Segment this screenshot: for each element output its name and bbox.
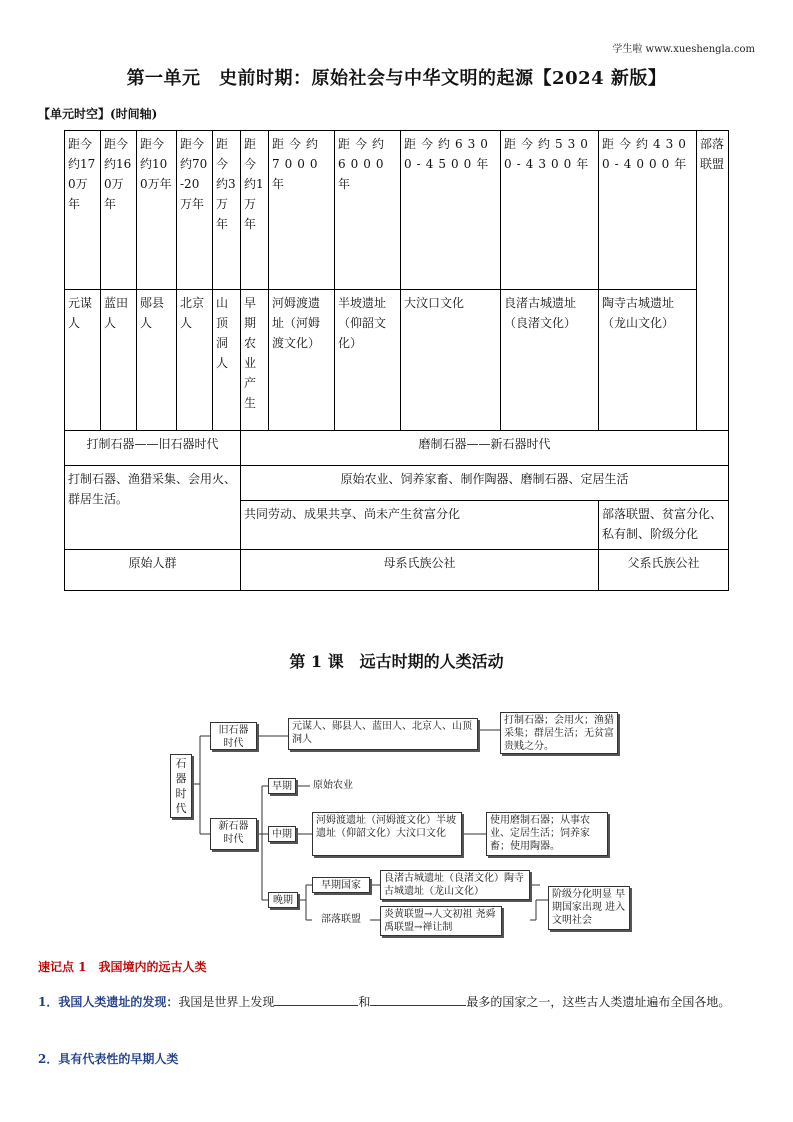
- question-1-and: 和: [358, 995, 371, 1009]
- time-cell: 距今约100万年: [137, 131, 177, 290]
- root-node: 石器时代: [170, 754, 192, 818]
- late-state-node: 早期国家: [312, 877, 370, 893]
- stage-3-cell: 父系氏族公社: [599, 550, 729, 591]
- page-title: 第一单元 史前时期：原始社会与中华文明的起源【2024 新版】: [126, 68, 667, 89]
- answer-blank[interactable]: [370, 993, 466, 1006]
- old-stone-node: 旧石器时代: [210, 722, 257, 750]
- stage-2-cell: 母系氏族公社: [241, 550, 599, 591]
- time-cell: 距今约6300-4500年: [401, 131, 501, 290]
- site-cell: 元谋人: [65, 290, 101, 431]
- time-cell: 距今约1万年: [241, 131, 269, 290]
- question-1-text-a: 我国是世界上发现: [178, 995, 275, 1009]
- question-1: [38, 988, 756, 1016]
- time-cell: 距今约5300-4300年: [501, 131, 599, 290]
- site-cell: 北京人: [177, 290, 213, 431]
- time-cell: 距今约7000年: [269, 131, 335, 290]
- tools-row: [65, 431, 729, 466]
- old-features-node: 打制石器；会用火；渔猎采集；群居生活；无贫富贵贱之分。: [500, 712, 618, 754]
- question-1-text-b: 最多的国家之一，这些古人类遗址遍布全国各地。: [466, 995, 731, 1009]
- life-row: [65, 466, 729, 501]
- society-late-cell: 部落联盟、贫富分化、私有制、阶级分化: [599, 501, 729, 550]
- late-alliance-node: 部落联盟: [321, 914, 361, 925]
- section-label: 【单元时空】(时间轴): [38, 107, 158, 121]
- life-new-cell: 原始农业、饲养家畜、制作陶器、磨制石器、定居生活: [241, 466, 729, 501]
- new-stone-node: 新石器时代: [210, 818, 257, 850]
- timeline-table: [64, 130, 729, 591]
- concept-diagram: [160, 710, 640, 950]
- tools-old-cell: 打制石器——旧石器时代: [65, 431, 241, 466]
- site-cell: 蓝田人: [101, 290, 137, 431]
- middle-items-node: 河姆渡遗址（河姆渡文化）半坡遗址（仰韶文化）大汶口文化: [312, 812, 462, 856]
- late-features-node: 阶级分化明显 早期国家出现 进入文明社会: [548, 886, 630, 930]
- stage-1-cell: 原始人群: [65, 550, 241, 591]
- answer-blank[interactable]: [274, 993, 358, 1006]
- site-cell: 河姆渡遗址（河姆渡文化）: [269, 290, 335, 431]
- site-watermark: 学生啦 www.xueshengla.com: [612, 44, 755, 55]
- stage-row: [65, 550, 729, 591]
- society-mid-cell: 共同劳动、成果共享、尚未产生贫富分化: [241, 501, 599, 550]
- question-1-label: 1．我国人类遗址的发现：: [38, 995, 179, 1009]
- site-row: [65, 290, 729, 431]
- site-cell: 早期农业产生: [241, 290, 269, 431]
- key-point-heading: 速记点 1 我国境内的远古人类: [38, 960, 207, 974]
- time-cell: 距今约6000年: [335, 131, 401, 290]
- site-cell: 良渚古城遗址（良渚文化）: [501, 290, 599, 431]
- middle-node: 中期: [268, 826, 296, 842]
- late-state-items-node: 良渚古城遗址（良渚文化）陶寺古城遗址（龙山文化）: [380, 870, 530, 900]
- time-cell: 部落联盟: [697, 131, 729, 431]
- site-cell: 半坡遗址（仰韶文化）: [335, 290, 401, 431]
- site-cell: 大汶口文化: [401, 290, 501, 431]
- time-cell: 距今约70-20万年: [177, 131, 213, 290]
- early-node: 早期: [268, 778, 296, 794]
- tools-new-cell: 磨制石器——新石器时代: [241, 431, 729, 466]
- old-people-node: 元谋人、郧县人、蓝田人、北京人、山顶洞人: [288, 718, 478, 750]
- time-row: [65, 131, 729, 290]
- middle-features-node: 使用磨制石器；从事农业、定居生活；饲养家畜；使用陶器。: [486, 812, 608, 856]
- life-old-cell: 打制石器、渔猎采集、会用火、群居生活。: [65, 466, 241, 550]
- time-cell: 距今约160万年: [101, 131, 137, 290]
- early-item: 原始农业: [313, 780, 353, 791]
- time-cell: 距今约4300-4000年: [599, 131, 697, 290]
- question-2-heading: 2．具有代表性的早期人类: [38, 1052, 179, 1066]
- site-cell: 山顶洞人: [213, 290, 241, 431]
- site-cell: 陶寺古城遗址（龙山文化）: [599, 290, 697, 431]
- time-cell: 距今约170万年: [65, 131, 101, 290]
- lesson-title: 第 1 课 远古时期的人类活动: [289, 652, 504, 671]
- time-cell: 距今约3万年: [213, 131, 241, 290]
- site-cell: 郧县人: [137, 290, 177, 431]
- late-alliance-items-node: 炎黄联盟→人文初祖 尧舜禹联盟→禅让制: [380, 906, 502, 936]
- late-node: 晚期: [268, 892, 298, 908]
